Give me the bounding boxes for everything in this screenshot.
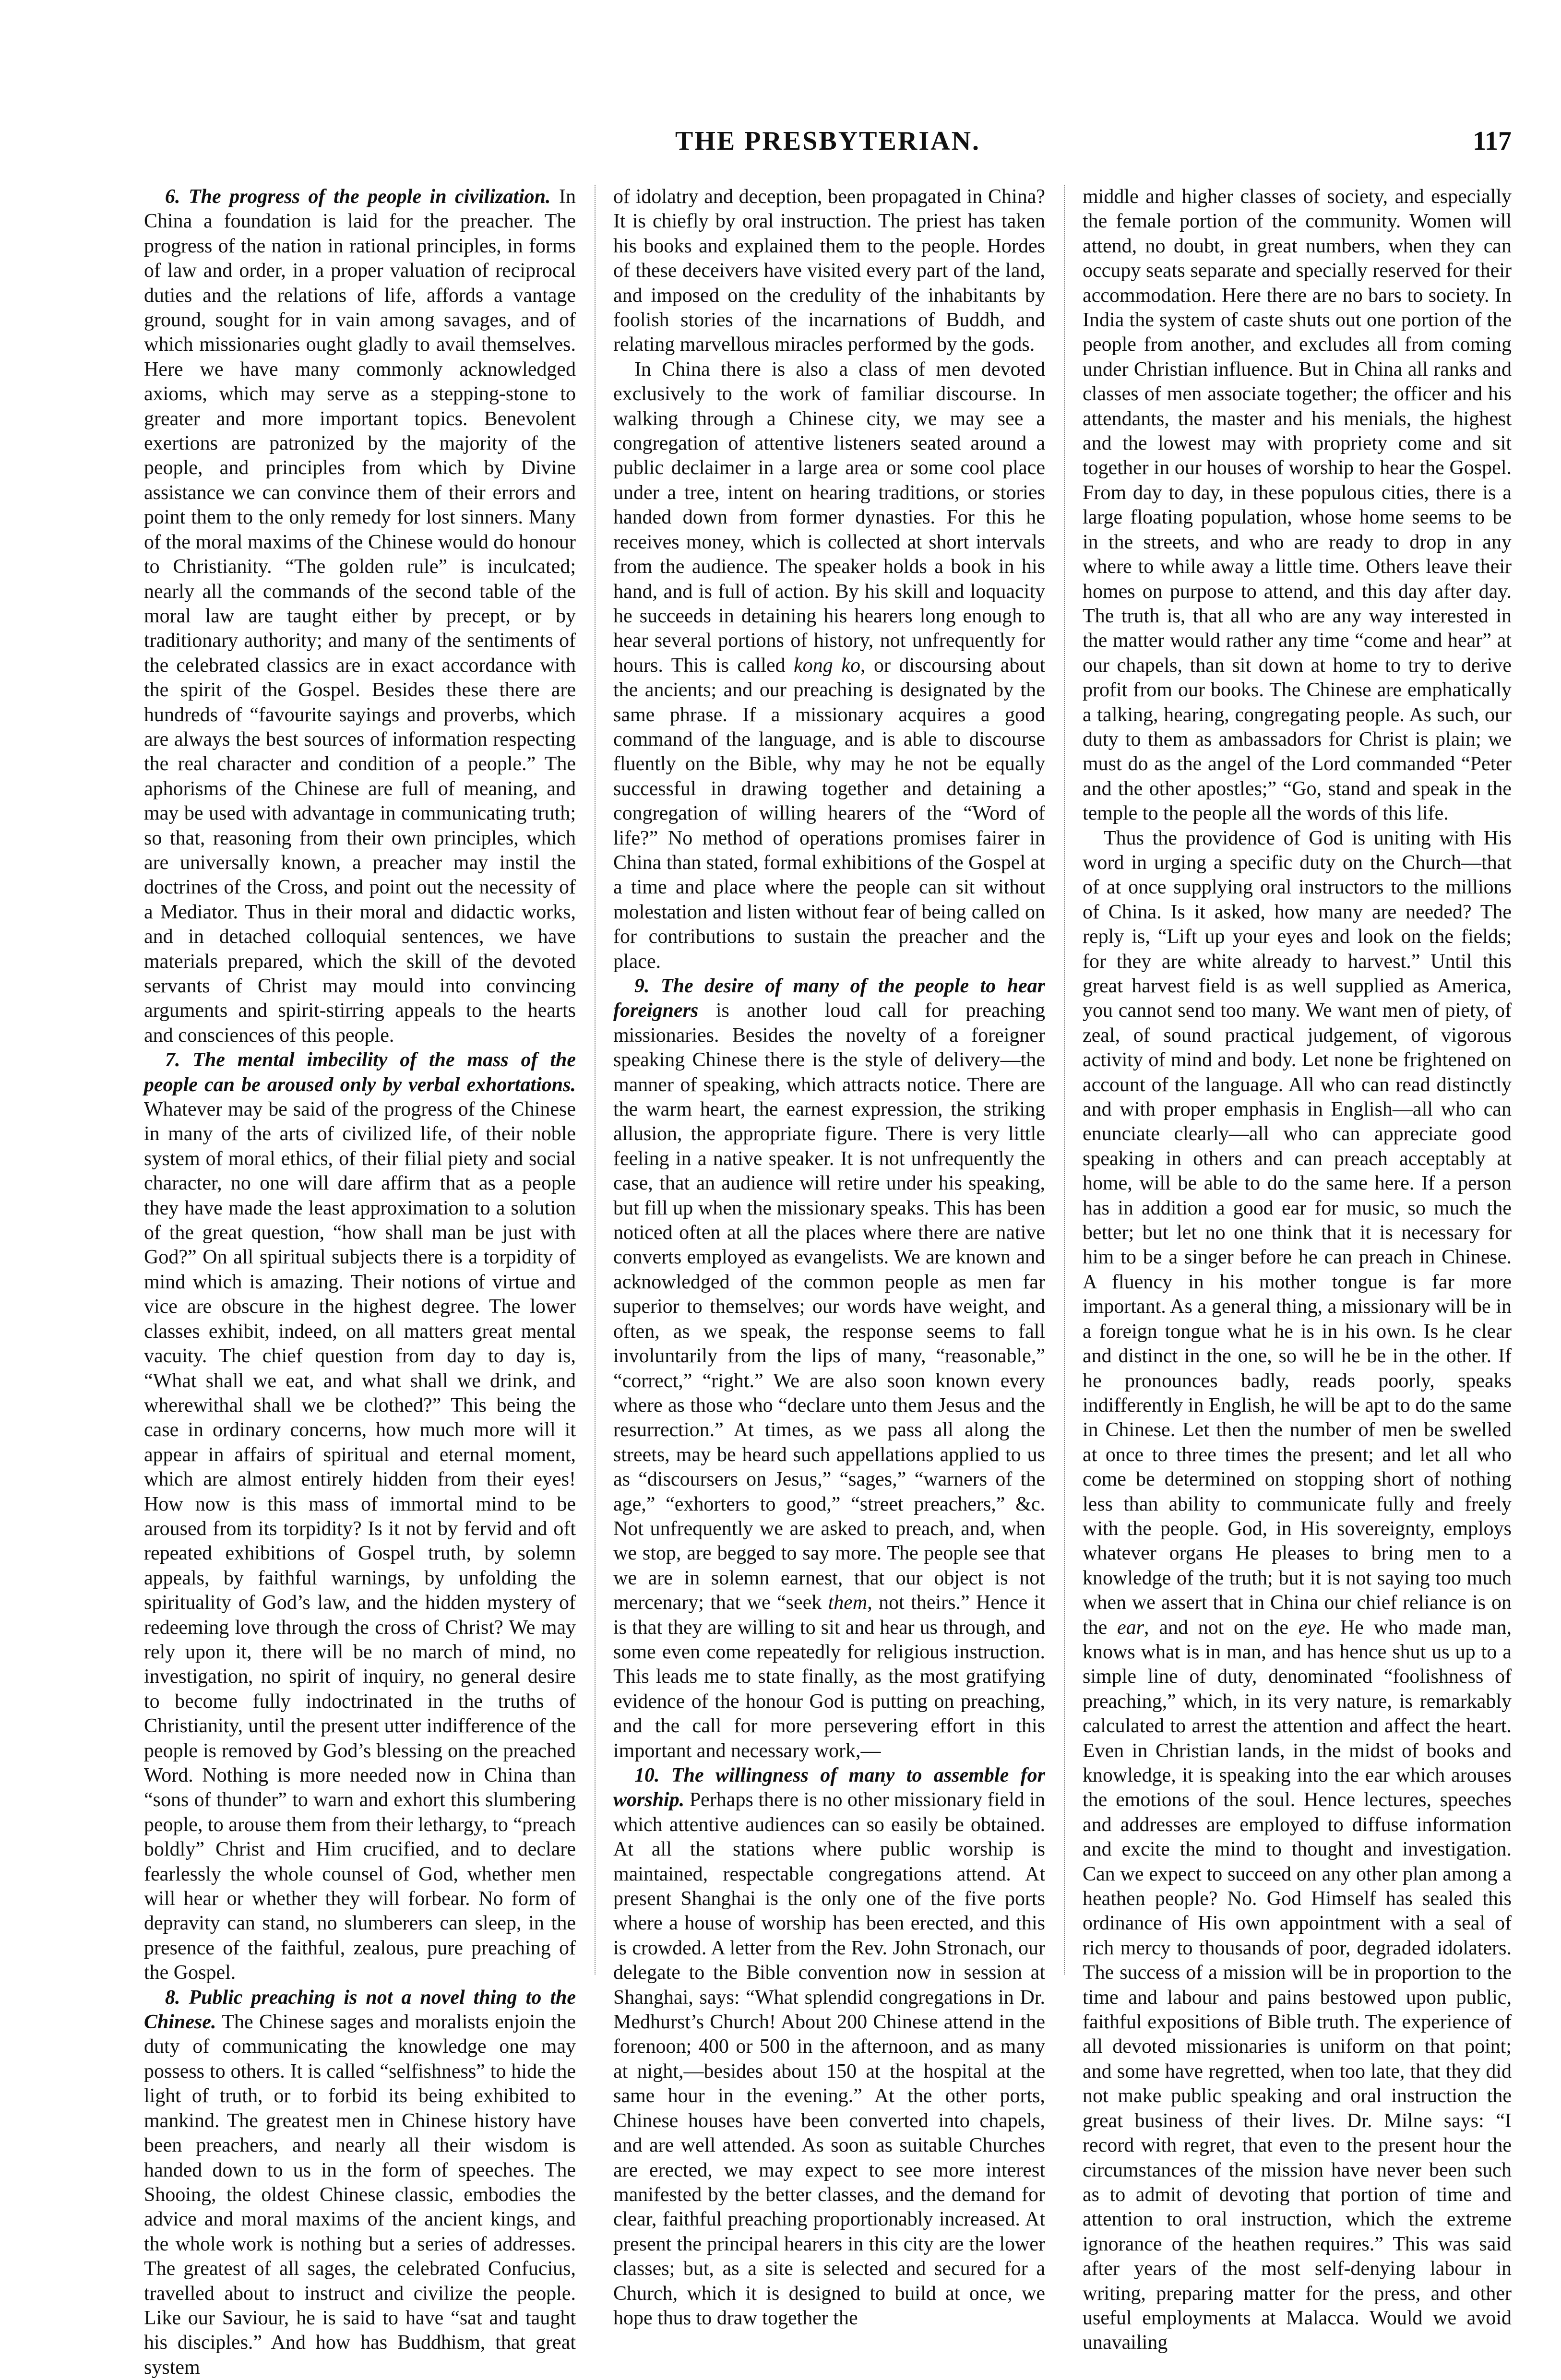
emphasis-term: ear xyxy=(1117,1616,1144,1639)
paragraph-text: In China a foundation is laid for the preacher. The progress of the nation in rational principles, in forms of law and order, in a proper valuation of reciprocal duties and the relations of life, affords a vantage ground, sought for in vain among savages, and of which missionaries ought gladly to avail themselves. Here we have many commonly acknowledged axioms, which may serve as a stepping-stone to greater and more important topics. Benevolent exertions are patronized by the majority of the people, and principles from which by Divine assistance we can convince them of their errors and point them to the only remedy for lost sinners. Many of the moral maxims of the Chinese would do honour to Christianity. “The golden rule” is inculcated; nearly all the commands of the second table of the moral law are taught either by precept, or by traditionary authority; and many of the sentiments of the celebrated classics are in exact accordance with the spirit of the Gospel. Besides these there are hundreds of “favourite sayings and proverbs, which are always the best sources of information respecting the real character and condition of a people.” The aphorisms of the Chinese are full of meaning, and may be used with advantage in communicating truth; so that, reasoning from their own principles, which are universally known, a preacher may instil the doctrines of the Cross, and point out the necessity of a Mediator. Thus in their moral and didactic works, and in detached colloquial sentences, we have materials prepared, which the skill of the devoted servants of Christ may mould into convincing arguments and spirit-stirring appeals to the hearts and consciences of this people. xyxy=(144,186,576,1047)
paragraph-text: Perhaps there is no other missionary field in which attentive audiences can so easily be obtained. At all the stations where public worship is maintained, respectable congregations attend. At present Shanghai is the only one of the five ports where a house of worship has been erected, and this is crowded. A letter from the Rev. John Stronach, our delegate to the Bible convention now in session at Shanghai, says: “What splendid congregations in Dr. Medhurst’s Church! About 200 Chinese attend in the forenoon; 400 or 500 in the afternoon, and as many at night,—besides about 150 at the hospital at the same hour in the evening.” At the other ports, Chinese houses have been converted into chapels, and are well attended. As soon as suitable Churches are erected, we may expect to see more interest manifested by the better classes, and the demand for clear, faithful preaching proportionably increased. At present the principal hearers in this city are the lower classes; but, as a site is selected and secured for a Church, which it is designed to build at once, we hope thus to draw together the xyxy=(613,1789,1045,2329)
emphasis-term: kong ko xyxy=(794,654,860,677)
paragraph-lead: 6. The progress of the people in civilization. xyxy=(165,186,551,208)
paragraph-providence-of-god xyxy=(1083,826,1512,2356)
paragraph-progress-in-civilization xyxy=(144,185,576,1048)
paragraph-text: , or discoursing about the ancients; and our preaching is designated by the same phrase. If a missionary acquires a good command of the language, and is able to discourse fluently on the Bible, why may he not be equally successful in drawing together and detaining a congregation of willing hearers of the “Word of life?” No method of operations promises fairer in China than stated, formal exhibitions of the Gospel at a time and place where the people can sit without molestation and listen without fear of being called on for contributions to sustain the preacher and the place. xyxy=(613,654,1045,973)
paragraph-lead: 7. The mental imbecility of the mass of the people can be aroused only by verbal exhortations. xyxy=(144,1049,576,1096)
column-3 xyxy=(1083,185,1512,2354)
paragraph-text: The Chinese sages and moralists enjoin the duty of communicating the knowledge one may possess to others. It is called “selfishness” to hide the light of truth, or to forbid its being exhibited to mankind. The greatest men in Chinese history have been preachers, and nearly all their wisdom is handed down to us in the form of speeches. The Shooing, the oldest Chinese classic, embodies the advice and moral maxims of the ancient kings, and the whole work is nothing but a series of addresses. The greatest of all sages, the celebrated Confucius, travelled about to instruct and civilize the people. Like our Saviour, he is said to have “sat and taught his disciples.” And how has Buddhism, that great system xyxy=(144,2011,576,2379)
page-number: 117 xyxy=(1473,126,1512,156)
paragraph-lead: 8. Public preaching is not a novel thing to the Chinese. xyxy=(144,1986,576,2034)
paragraph-text: , not theirs.” Hence it is that they are willing to sit and hear us through, and some even come repeatedly for religious instruction. This leads me to state finally, as the most gratifying evidence of the honour God is putting on preaching, and the call for more persevering effort in this important and necessary work,— xyxy=(613,1592,1045,1762)
paragraph-text: Whatever may be said of the progress of the Chinese in many of the arts of civilized life, of their noble system of moral ethics, of their filial piety and social character, no one will dare affirm that as a people they have made the least approximation to a solution of the great question, “how shall man be just with God?” On all spiritual subjects there is a torpidity of mind which is amazing. Their notions of virtue and vice are obscure in the highest degree. The lower classes exhibit, indeed, on all matters great mental vacuity. The chief question from day to day is, “What shall we eat, and what shall we drink, and wherewithal shall we be clothed?” This being the case in ordinary concerns, how much more will it appear in affairs of spiritual and eternal moment, which are almost entirely hidden from their eyes! How now is this mass of immortal mind to be aroused from its torpidity? Is it not by fervid and oft repeated exhibitions of Gospel truth, by solemn appeals, by faithful warnings, by unfolding the spirituality of God’s law, and the hidden mystery of redeeming love through the cross of Christ? We may rely upon it, there will be no march of mind, no investigation, no spirit of inquiry, no general desire to become fully indoctrinated in the truths of Christianity, until the present utter indifference of the people is removed by God’s blessing on the preached Word. Nothing is more needed now in China than “sons of thunder” to warn and exhort this slumbering people, to arouse them from their lethargy, to “preach boldly” Christ and Him crucified, and to declare fearlessly the whole counsel of God, whether men will hear or whether they will forbear. No form of depravity can stand, no slumberers can sleep, in the presence of the faithful, zealous, pure preaching of the Gospel. xyxy=(144,1098,576,1984)
page-header xyxy=(144,126,1512,169)
paragraph-continued: of idolatry and deception, been propagated in China? It is chiefly by oral instruction. The priest has taken his books and explained them to the people. Hordes of these deceivers have visited every part of the land, and imposed on the credulity of the inhabitants by foolish stories of the incarnations of Buddh, and relating marvellous miracles performed by the gods. xyxy=(613,186,1045,356)
column-divider xyxy=(595,185,596,1975)
paragraph-text: is another loud call for preaching missionaries. Besides the novelty of a foreigner speaking Chinese there is the style of delivery—the manner of speaking, which attracts notice. There are the warm heart, the earnest expression, the striking allusion, the appropriate figure. There is very little feeling in a native speaker. It is not unfrequently the case, that an audience will retire under his speaking, but fill up when the missionary speaks. This has been noticed often at all the places where there are native converts employed as evangelists. We are known and acknowledged of the common people as men far superior to themselves; our words have weight, and often, as we speak, the response seems to fall involuntarily from the lips of many, “reasonable,” “correct,” “right.” We are also soon known every where as those who “declare unto them Jesus and the resurrection.” At times, as we pass all along the streets, may be heard such appellations applied to us as “discoursers on Jesus,” “sages,” “warners of the age,” “exhorters to good,” “street preachers,” &c. Not unfrequently we are asked to preach, and, when we stop, are begged to say more. The people see that we are in solemn earnest, that our object is not mercenary; that we “seek xyxy=(613,1000,1045,1614)
paragraph-text: , and not on the xyxy=(1144,1616,1299,1639)
paragraph-public-preaching xyxy=(144,1986,576,2380)
column-2 xyxy=(613,185,1045,2329)
page-title: THE PRESBYTERIAN. xyxy=(675,126,981,156)
paragraph-mental-imbecility xyxy=(144,1048,576,1985)
paragraph-continued: middle and higher classes of society, and especially the female portion of the community. Women will attend, no doubt, in great numbers, when they can occupy seats separate and specially reserved for their accommodation. Here there are no bars to society. In India the system of caste shuts out one portion of the people from another, and excludes all from coming under Christian influence. But in China all ranks and classes of men associate together; the officer and his attendants, the master and his menials, the highest and the lowest may with propriety come and sit together in our houses of worship to hear the Gospel. From day to day, in these populous cities, there is a large floating population, whose home seems to be in the streets, and who are ready to drop in any where to while away a little time. Others leave their homes on purpose to attend, and this day after day. The truth is, that all who are any way interested in the matter would rather any time “come and hear” at our chapels, than sit down at home to try to derive profit from our books. The Chinese are emphatically a talking, hearing, congregating people. As such, our duty to them as ambassadors for Christ is plain; we must do as the angel of the Lord commanded “Peter and the other apostles;” “Go, stand and speak in the temple to the people all the words of this life. xyxy=(1083,186,1512,825)
column-divider xyxy=(1064,185,1065,1975)
paragraph-text: . He who made man, knows what is in man, and has hence shut us up to a simple line of duty, denominated “foolishness of preaching,” which, in its very nature, is remarkably calculated to arrest the attention and affect the heart. Even in Christian lands, in the midst of books and knowledge, it is speaking into the ear which arouses the emotions of the soul. Hence lectures, speeches and addresses are employed to diffuse information and excite the mind to thought and investigation. Can we expect to succeed on any other plan among a heathen people? No. God Himself has sealed this ordinance of His own appointment with a seal of rich mercy to thousands of poor, degraded idolaters. The success of a mission will be in proportion to the time and labour and pains bestowed upon public, faithful expositions of Bible truth. The experience of all devoted missionaries is uniform on that point; and some have regretted, when too late, that they did not make public speaking and oral instruction the great business of their lives. Dr. Milne says: “I record with regret, that even to the present hour the circumstances of the mission have never been such as to admit of devoting that portion of time and attention to oral instruction, which the extreme ignorance of the heathen requires.” This was said after years of the most self-denying labour in writing, preparing matter for the press, and other useful employments at Malacca. Would we avoid unavailing xyxy=(1083,1616,1512,2354)
paragraph-willingness-to-assemble xyxy=(613,1763,1045,2331)
paragraph-desire-to-hear-foreigners xyxy=(613,974,1045,1763)
paragraph-familiar-discourse xyxy=(613,357,1045,974)
paragraph-text: Thus the providence of God is uniting with His word in urging a specific duty on the Church—that of at once supplying oral instructors to the millions of China. Is it asked, how many are needed? The reply is, “Lift up your eyes and look on the fields; for they are white already to harvest.” Until this great harvest field is as well supplied as America, you cannot send too many. We want men of piety, of zeal, of sound practical judgement, of vigorous activity of mind and body. Let none be frightened on account of the language. All who can read distinctly and with proper emphasis in English—all who can enunciate clearly—all who can appreciate good speaking in others and can preach acceptably at home, will be able to do the same here. If a person has in addition a good ear for music, so much the better; but let no one think that it is necessary for him to be a singer before he can preach in Chinese. A fluency in his mother tongue is far more important. As a general thing, a missionary will be in a foreign tongue what he is in his own. Is he clear and distinct in the one, so will he be in the other. If he pronounces badly, reads poorly, speaks indifferently in English, he will be apt to do the same in Chinese. Let then the number of men be swelled at once to three times the present; and let all who come be determined on stopping short of nothing less than ability to communicate fully and freely with the people. God, in His sovereignty, employs whatever organs He pleases to bring men to a knowledge of the truth; but it is not saying too much when we assert that in China our chief reliance is on the xyxy=(1083,827,1512,1639)
text-columns xyxy=(144,185,1512,2379)
paragraph-lead: 9. The desire of many of the people to hear foreigners xyxy=(613,975,1045,1022)
emphasis-term: eye xyxy=(1298,1616,1325,1639)
paragraph-lead: 10. The willingness of many to assemble for worship. xyxy=(613,1764,1045,1811)
column-1 xyxy=(144,185,576,2379)
paragraph-text: In China there is also a class of men devoted exclusively to the work of familiar discourse. In walking through a Chinese city, we may see a congregation of attentive listeners seated around a public declaimer in a large area or some cool place under a tree, intent on hearing traditions, or stories handed down from former dynasties. For this he receives money, which is collected at short intervals from the audience. The speaker holds a book in his hand, and is full of action. By his skill and loquacity he succeeds in detaining his hearers long enough to hear several portions of history, not unfrequently for hours. This is called xyxy=(613,358,1045,677)
emphasis-term: them xyxy=(828,1592,868,1614)
